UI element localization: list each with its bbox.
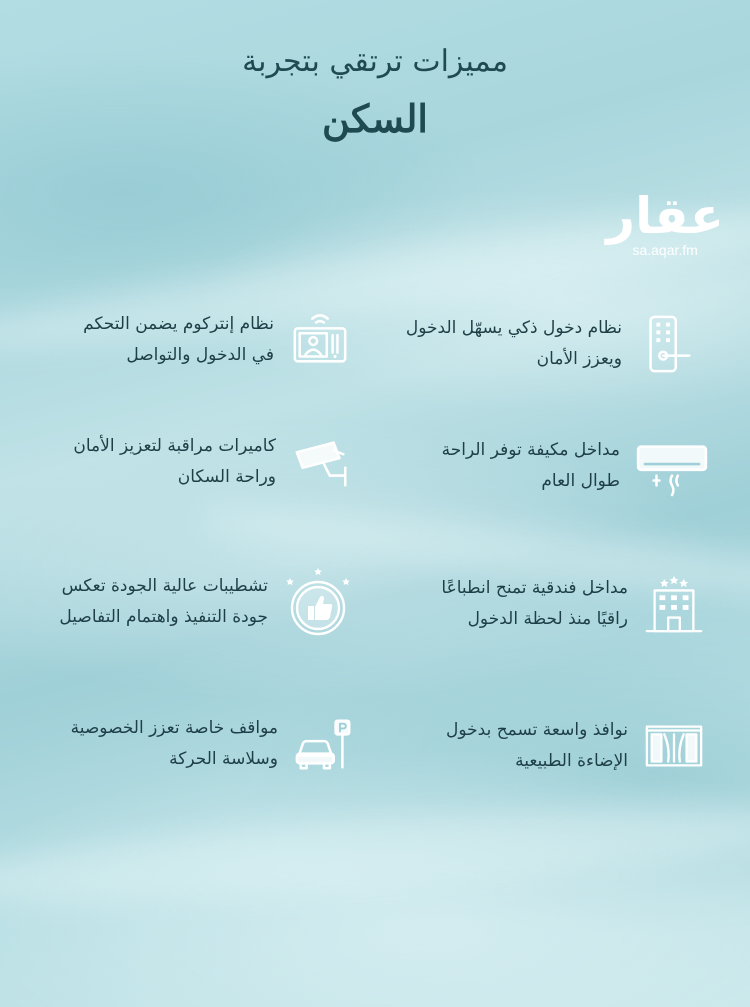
feature-line-2: وراحة السكان bbox=[177, 467, 276, 487]
security-camera-icon bbox=[290, 430, 354, 494]
feature-line-2: في الدخول والتواصل bbox=[126, 345, 274, 365]
feature-line-1: نوافذ واسعة تسمح بدخول bbox=[446, 720, 628, 740]
feature-intercom bbox=[83, 308, 352, 372]
feature-line-1: نظام إنتركوم يضمن التحكم bbox=[83, 314, 274, 334]
feature-private-parking bbox=[71, 712, 356, 776]
large-window-icon bbox=[642, 714, 706, 778]
feature-text bbox=[406, 313, 622, 375]
title-line-2: السكن bbox=[322, 96, 428, 141]
feature-conditioned-entrances bbox=[442, 434, 710, 498]
feature-text bbox=[446, 715, 628, 777]
feature-line-1: كاميرات مراقبة لتعزيز الأمان bbox=[73, 436, 276, 456]
feature-line-1: مداخل مكيفة توفر الراحة bbox=[441, 440, 620, 460]
feature-hotel-entrances bbox=[441, 572, 706, 636]
feature-line-2: ويعزز الأمان bbox=[536, 349, 622, 369]
page-title bbox=[0, 40, 750, 148]
air-conditioner-icon bbox=[634, 434, 710, 498]
intercom-icon bbox=[288, 308, 352, 372]
feature-security-cameras bbox=[73, 430, 354, 494]
feature-text bbox=[442, 435, 620, 497]
feature-line-2: طوال العام bbox=[541, 471, 620, 491]
feature-line-2: جودة التنفيذ واهتمام التفاصيل bbox=[59, 607, 268, 627]
feature-wide-windows bbox=[446, 714, 706, 778]
feature-text bbox=[59, 571, 268, 633]
feature-line-1: مداخل فندقية تمنح انطباعًا bbox=[441, 578, 628, 598]
feature-high-quality-finishes bbox=[59, 566, 354, 638]
feature-line-2: الإضاءة الطبيعية bbox=[515, 751, 628, 771]
feature-line-2: راقيًا منذ لحظة الدخول bbox=[467, 609, 628, 629]
title-line-1: مميزات ترتقي بتجربة bbox=[242, 44, 508, 79]
feature-text bbox=[71, 713, 278, 775]
feature-line-1: تشطيبات عالية الجودة تعكس bbox=[61, 576, 268, 596]
feature-text bbox=[441, 573, 628, 635]
logo-url: sa.aqar.fm bbox=[632, 242, 698, 258]
feature-line-2: وسلاسة الحركة bbox=[169, 749, 278, 769]
feature-smart-entry bbox=[406, 312, 700, 376]
parking-car-icon bbox=[292, 712, 356, 776]
quality-badge-icon bbox=[282, 566, 354, 638]
aqar-logo bbox=[606, 188, 724, 258]
feature-line-1: نظام دخول ذكي يسهّل الدخول bbox=[405, 318, 622, 338]
feature-text bbox=[73, 431, 276, 493]
feature-line-1: مواقف خاصة تعزز الخصوصية bbox=[70, 718, 278, 738]
logo-name: عقار bbox=[606, 187, 724, 245]
hotel-building-icon bbox=[642, 572, 706, 636]
feature-text bbox=[83, 309, 274, 371]
smart-lock-icon bbox=[636, 312, 700, 376]
